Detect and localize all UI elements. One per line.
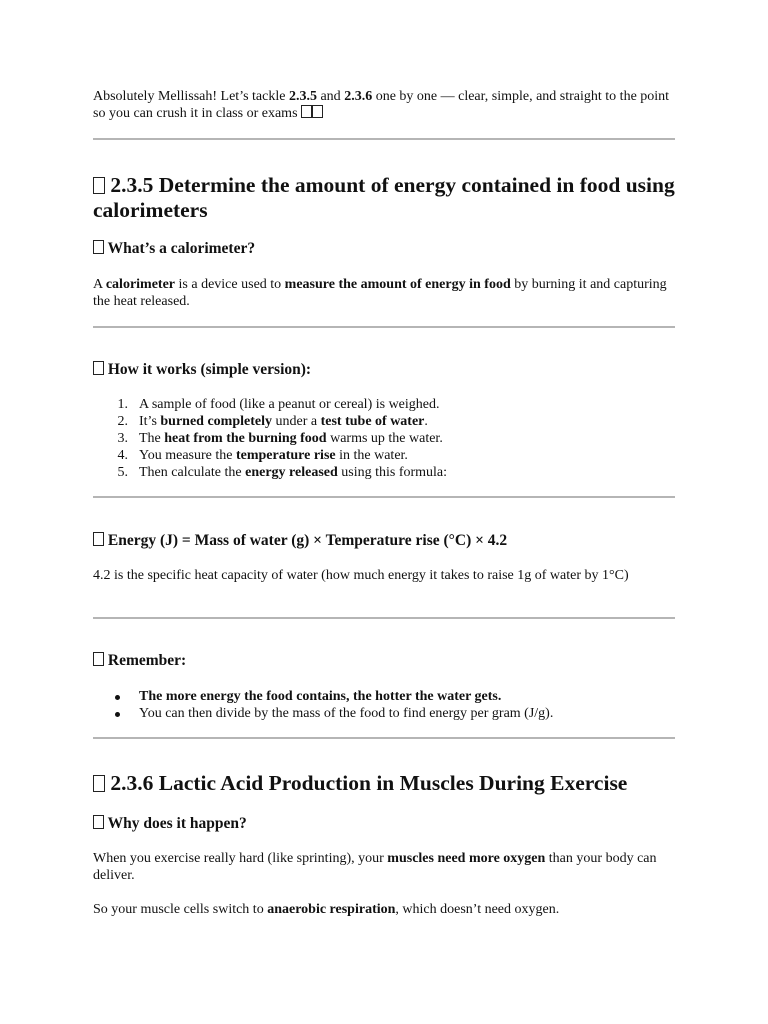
why-subheading-text: Why does it happen? (107, 815, 247, 832)
how-it-works-subheading (93, 360, 675, 379)
bold-term: muscles need more oxygen (387, 851, 546, 866)
bold-term: anaerobic respiration (267, 902, 396, 917)
text-run: The (139, 431, 165, 446)
text-run: It’s (139, 414, 161, 429)
divider (93, 326, 675, 328)
text-run: So your muscle cells switch to (93, 902, 268, 917)
fire-emoji-icon (93, 177, 105, 194)
text-run: under a (272, 414, 321, 429)
formula-note: 4.2 is the specific heat capacity of water (how much energy it takes to raise 1g of water by 1°C) (93, 568, 629, 583)
test-tube-emoji-icon (93, 240, 104, 254)
running-emoji-icon (93, 815, 104, 829)
list-item (93, 430, 675, 447)
text-run: When you exercise really hard (like sprinting), your (93, 851, 388, 866)
pin-emoji-icon (93, 652, 104, 666)
intro-text: one by one — clear, simple, and straight to the point so you can crush it in class or exams (93, 89, 670, 121)
list-item (93, 705, 675, 722)
divider (93, 617, 675, 619)
text-run: is a device used to (175, 277, 285, 292)
text-run: Then calculate the (139, 465, 246, 480)
step-number: 5. (117, 465, 128, 480)
gear-emoji-icon (93, 361, 104, 375)
how-it-works-subheading-text: How it works (simple version): (107, 361, 312, 378)
remember-list (93, 688, 675, 722)
bold-term: burned completely (160, 414, 272, 429)
remember-heading-text: Remember: (107, 652, 187, 669)
step-number: 3. (117, 431, 128, 446)
text-run: A sample of food (like a peanut or cereal) is weighed. (139, 397, 440, 412)
bold-term: measure the amount of energy in food (284, 277, 511, 292)
calculator-emoji-icon (93, 532, 104, 546)
divider (93, 138, 675, 140)
intro-section-ref-236: 2.3.6 (344, 89, 373, 104)
divider (93, 737, 675, 739)
text-run: . (424, 414, 428, 429)
bold-term: calorimeter (105, 277, 176, 292)
bold-term: energy released (245, 465, 338, 480)
bold-term: test tube of water (320, 414, 425, 429)
bold-term: temperature rise (235, 448, 336, 463)
remember-heading (93, 651, 675, 670)
text-run: You measure the (139, 448, 236, 463)
section-235-title: 2.3.5 Determine the amount of energy contained in food using calorimeters (93, 173, 675, 222)
calorimeter-subheading-text: What’s a calorimeter? (107, 240, 256, 257)
bullet (115, 695, 120, 700)
text-run: using this formula: (337, 465, 448, 480)
intro-text: and (316, 89, 345, 104)
why-paragraph-1 (93, 850, 675, 884)
list-item (93, 447, 675, 464)
brain-emoji-icon (301, 105, 312, 118)
text-run: in the water. (335, 448, 408, 463)
text-run: by burning it and capturing the heat released. (93, 277, 667, 309)
note-text: You can then divide by the mass of the food to find energy per gram (J/g). (139, 706, 554, 721)
text-run: , which doesn’t need oxygen. (395, 902, 560, 917)
step-number: 1. (117, 397, 128, 412)
list-item (93, 396, 675, 413)
formula-text: Energy (J) = Mass of water (g) × Temperature rise (°C) × 4.2 (107, 532, 508, 549)
flexed-biceps-emoji-icon (312, 105, 323, 118)
divider (93, 496, 675, 498)
steps-list (93, 396, 675, 481)
why-subheading (93, 814, 675, 833)
list-item (93, 413, 675, 430)
text-run: warms up the water. (326, 431, 443, 446)
bullet (115, 712, 120, 717)
list-item (93, 688, 675, 705)
calorimeter-subheading (93, 239, 675, 258)
step-number: 2. (117, 414, 128, 429)
text-run: A (93, 277, 106, 292)
bold-note: The more energy the food contains, the hotter the water gets. (139, 689, 502, 704)
calorimeter-definition (93, 276, 675, 310)
intro-paragraph (93, 88, 675, 122)
section-236-heading (93, 771, 675, 796)
bold-term: heat from the burning food (164, 431, 327, 446)
muscle-emoji-icon (93, 775, 105, 792)
section-236-title: 2.3.6 Lactic Acid Production in Muscles During Exercise (110, 771, 628, 795)
formula-heading (93, 531, 675, 550)
text-run: than your body can deliver. (93, 851, 657, 883)
intro-section-ref-235: 2.3.5 (288, 89, 317, 104)
section-235-heading (93, 173, 675, 223)
list-item (93, 464, 675, 481)
step-number: 4. (117, 448, 128, 463)
intro-text: Absolutely Mellissah! Let’s tackle (93, 89, 289, 104)
why-paragraph-2 (93, 901, 675, 918)
